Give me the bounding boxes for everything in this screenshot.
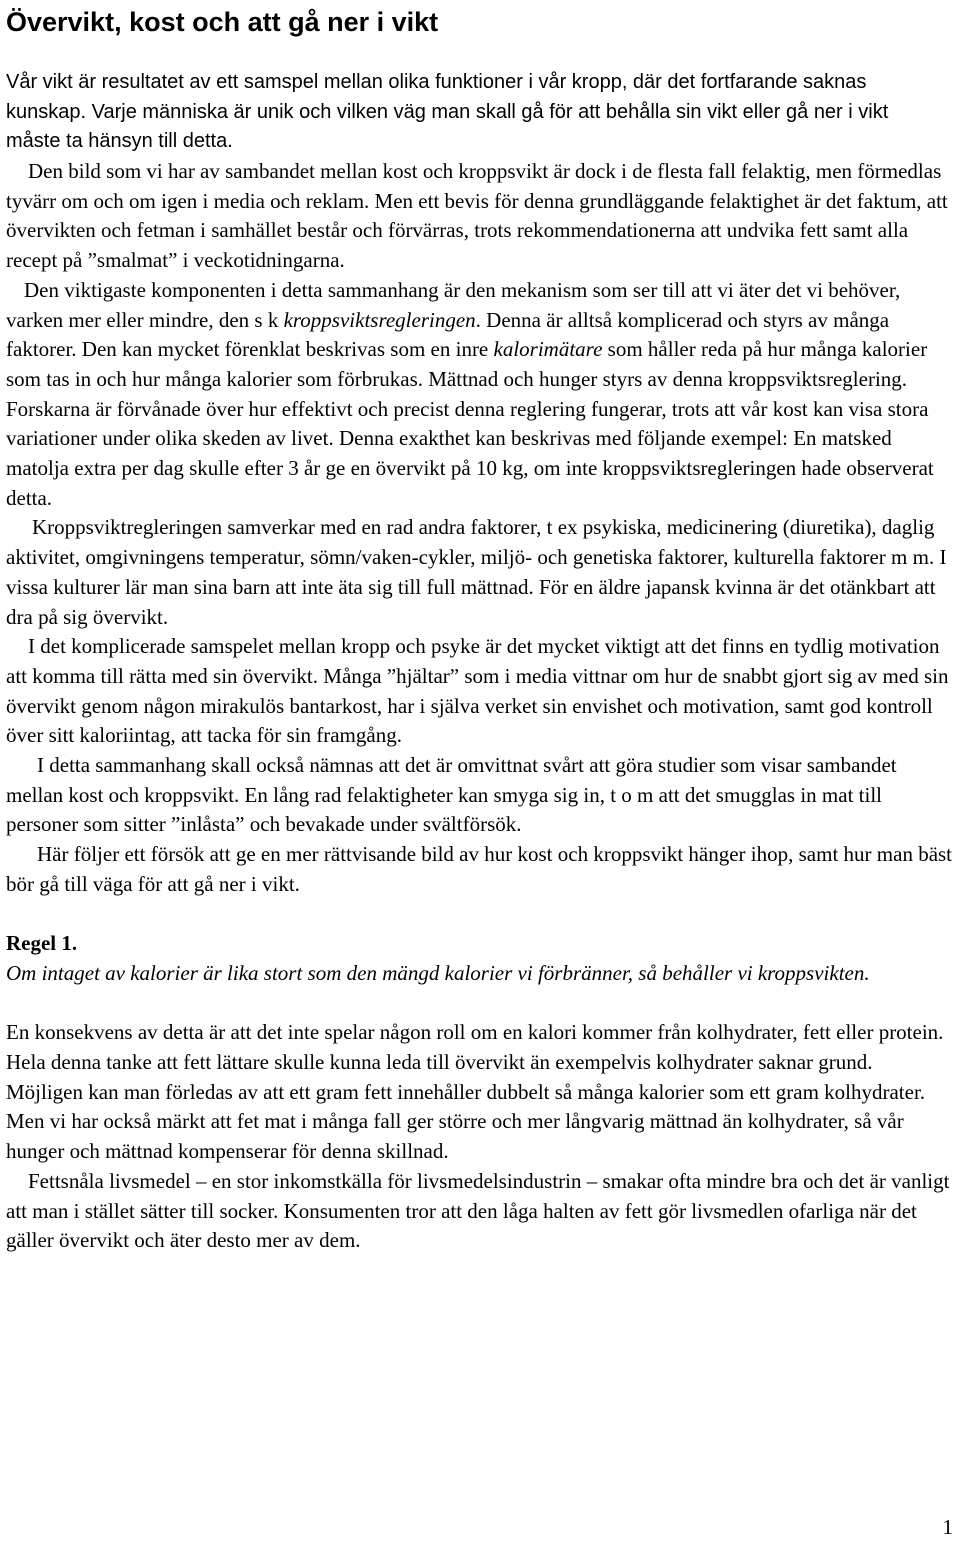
- text-run: Den viktigaste komponenten i detta sammanhang är den mekanism som ser till att vi äter det vi behöver, varken mer eller mindre, den s k: [6, 277, 901, 332]
- text-run: som håller reda på hur många kalorier som tas in och hur många kalorier som förbrukas. Mättnad och hunger styrs av denna kroppsviktsreglering. Forskarna är förvånade över hur effektivt och precist denna reglering fungerar, trots att vår kost kan visa stora variationer under olika skeden av livet. Denna exakthet kan beskrivas med följande exempel: En matsked matolja extra per dag skulle efter 3 år ge en övervikt på 10 kg, om inte kroppsviktsregleringen hade observerat detta.: [6, 337, 934, 510]
- emphasis-term: kalorimätare: [493, 337, 603, 362]
- intro-paragraph: Vår vikt är resultatet av ett samspel mellan olika funktioner i vår kropp, där det fortfarande saknas kunskap. Varje människa är unik och vilken väg man skall gå för att behålla sin vikt eller gå ner i vikt måste ta hänsyn till detta.: [6, 71, 889, 153]
- rule-heading: Regel 1.: [6, 931, 78, 956]
- body-paragraph: Här följer ett försök att ge en mer rättvisande bild av hur kost och kroppsvikt hänger ihop, samt hur man bäst bör gå till väga för att gå ner i vikt.: [6, 842, 953, 896]
- body-paragraph: Fettsnåla livsmedel – en stor inkomstkälla för livsmedelsindustrin – smakar ofta mindre bra och det är vanligt att man i stället sätter till socker. Konsumenten tror att den låga halten av fett gör livsmedlen ofarliga när det gäller övervikt och äter desto mer av dem.: [6, 1168, 950, 1253]
- paragraph-spacer: [6, 900, 954, 930]
- paragraph-spacer: [6, 989, 954, 1019]
- document-body: [6, 157, 954, 1256]
- body-paragraph: En konsekvens av detta är att det inte spelar någon roll om en kalori kommer från kolhydrater, fett eller protein. Hela denna tanke att fett lättare skulle kunna leda till övervikt än exempelvis kolhydrater saknar grund. Möjligen kan man förledas av att ett gram fett innehåller dubbelt så många kalorier som ett gram kolhydrater. Men vi har också märkt att fet mat i många fall ger större och mer långvarig mättnad än kolhydrater, så vår hunger och mättnad kompenserar för denna skillnad.: [6, 1020, 944, 1164]
- rule-statement: Om intaget av kalorier är lika stort som den mängd kalorier vi förbränner, så behåller vi kroppsvikten.: [6, 960, 870, 985]
- body-paragraph: I detta sammanhang skall också nämnas att det är omvittnat svårt att göra studier som visar sambandet mellan kost och kroppsvikt. En lång rad felaktigheter kan smyga sig in, t o m att det smugglas in mat till personer som sitter ”inlåsta” och bevakade under svältförsök.: [6, 753, 897, 837]
- text-run: . Denna är alltså komplicerad och styrs av många faktorer. Den kan mycket förenklat beskrivas som en inre: [6, 307, 890, 362]
- page-number: 1: [942, 1515, 953, 1539]
- emphasis-term: kroppsviktsregleringen: [283, 307, 476, 332]
- document-title: Övervikt, kost och att gå ner i vikt: [6, 7, 439, 37]
- body-paragraph: Kroppsviktregleringen samverkar med en rad andra faktorer, t ex psykiska, medicinering (diuretika), daglig aktivitet, omgivningens temperatur, sömn/vaken-cykler, miljö- och genetiska faktorer, kulturella faktorer m m. I vissa kulturer lär man sina barn att inte äta sig till full mättnad. För en äldre japansk kvinna är det otänkbart att dra på sig övervikt.: [6, 515, 947, 629]
- body-paragraph: I det komplicerade samspelet mellan kropp och psyke är det mycket viktigt att det finns en tydlig motivation att komma till rätta med sin övervikt. Många ”hjältar” som i media vittnar om hur de snabbt gjort sig av med sin övervikt genom någon mirakulös bantarkost, har i själva verket sin envishet och motivation, samt god kontroll över sitt kaloriintag, att tacka för sin framgång.: [6, 634, 949, 748]
- body-paragraph: [6, 276, 954, 514]
- body-paragraph: Den bild som vi har av sambandet mellan kost och kroppsvikt är dock i de flesta fall felaktig, men förmedlas tyvärr om och om igen i media och reklam. Men ett bevis för denna grundläggande felaktighet är det faktum, att övervikten och fetman i samhället består och förvärras, trots rekommendationerna att undvika fett samt alla recept på ”smalmat” i veckotidningarna.: [6, 159, 948, 273]
